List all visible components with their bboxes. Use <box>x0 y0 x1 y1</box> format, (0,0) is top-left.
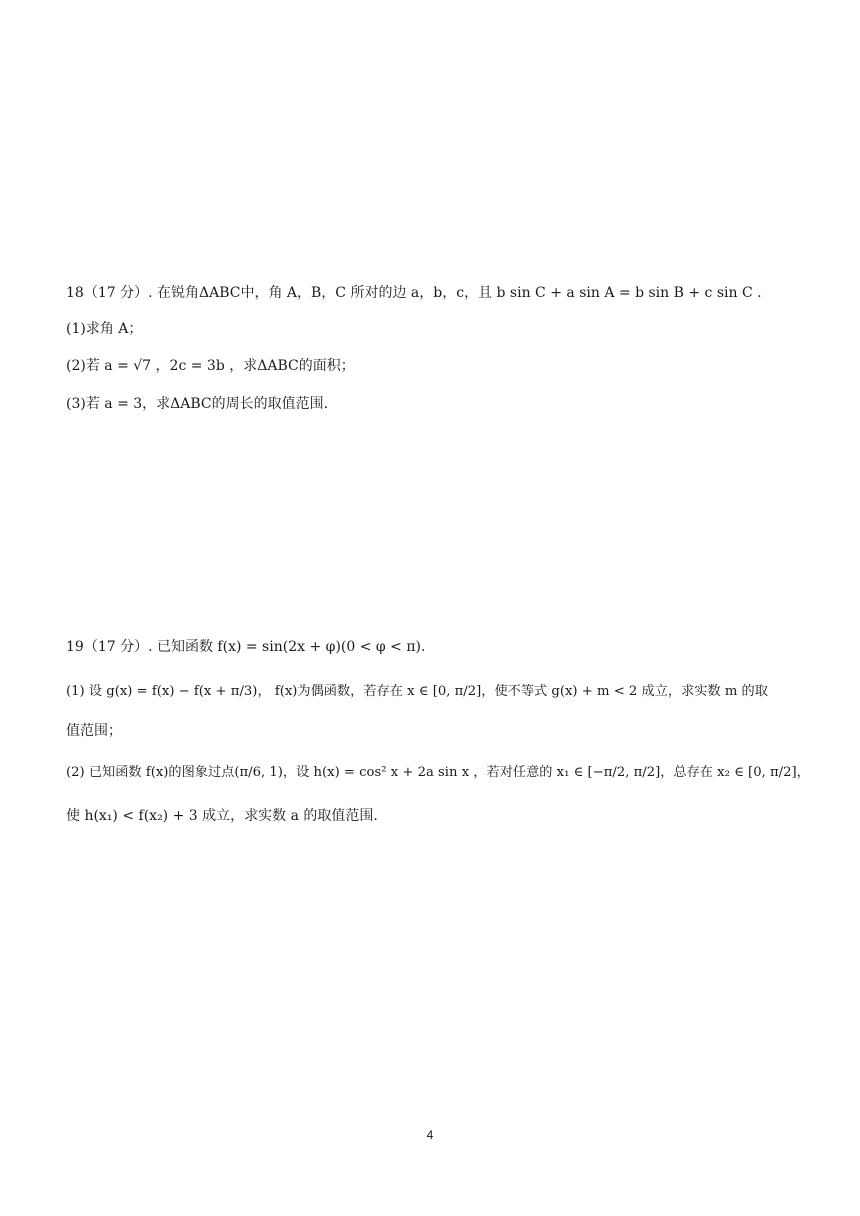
q19-part1-line1: (1) 设 g(x) = f(x) − f(x + π/3)， f(x)为偶函数，若存在 x ∈ [0, π/2]，使不等式 g(x) + m < 2 成立，求实数 m 的取 <box>66 684 768 699</box>
q18-part2: (2)若 a = √7 ，2c = 3b ，求ΔABC的面积； <box>66 358 355 374</box>
q18-part1: (1)求角 A； <box>66 321 143 337</box>
page-number: 4 <box>426 1128 434 1142</box>
q18-header: 18（17 分）. 在锐角ΔABC中，角 A，B，C 所对的边 a，b，c，且 b sin C + a sin A = b sin B + c sin C . <box>66 285 762 301</box>
q19-part2-line1: (2) 已知函数 f(x)的图象过点(π/6, 1)，设 h(x) = cos² x + 2a sin x ，若对任意的 x₁ ∈ [−π/2, π/2]，总存在 x₂ ∈ [0, π/2]， <box>66 765 810 780</box>
q19-header: 19（17 分）. 已知函数 f(x) = sin(2x + φ)(0 < φ < π). <box>66 639 426 655</box>
q19-part1-line2: 值范围； <box>66 723 122 739</box>
q18-part3: (3)若 a = 3，求ΔABC的周长的取值范围. <box>66 396 329 412</box>
q19-part2-line2: 使 h(x₁) < f(x₂) + 3 成立，求实数 a 的取值范围. <box>66 808 378 824</box>
